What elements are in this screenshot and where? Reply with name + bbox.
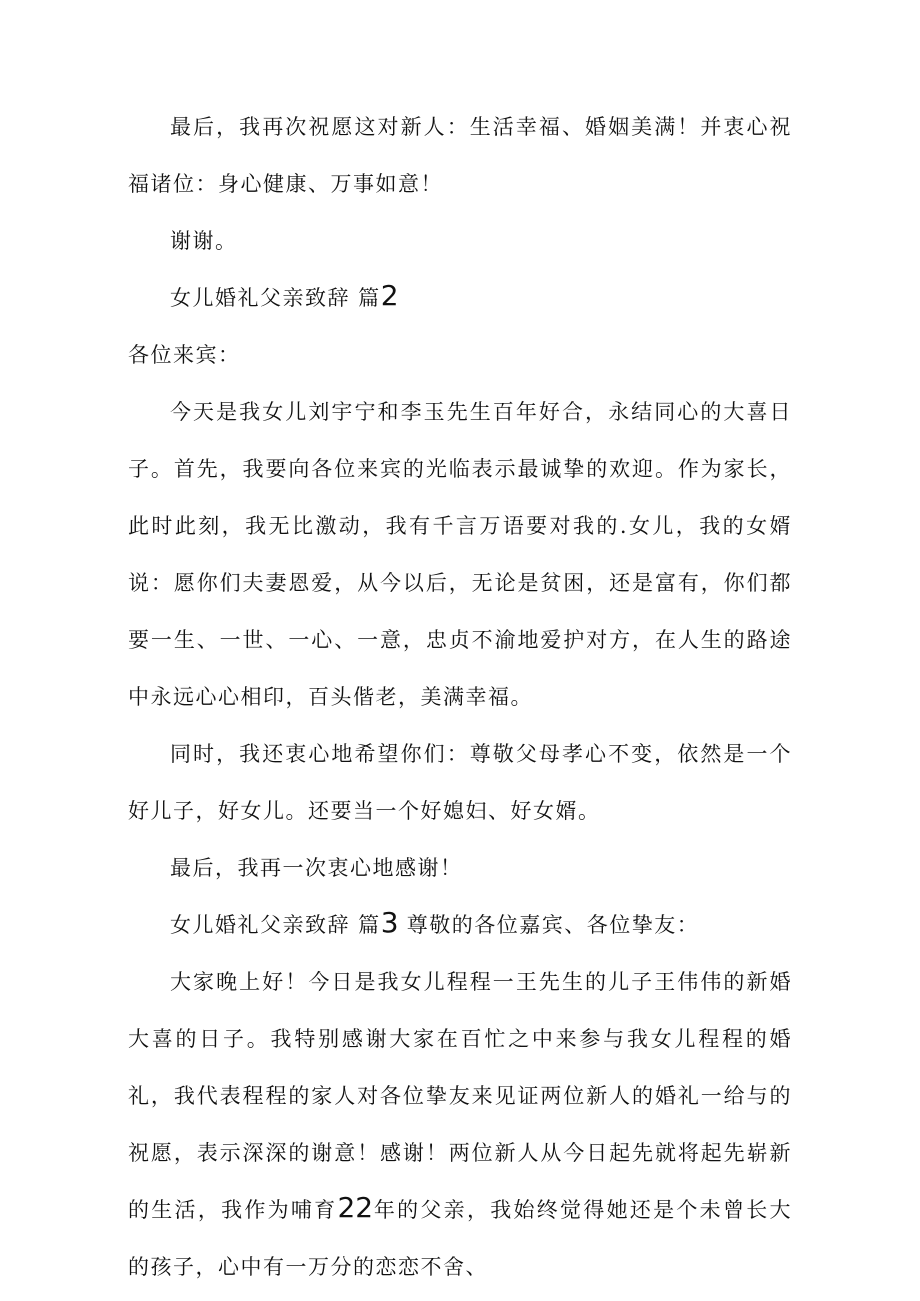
paragraph-final-thanks: 最后，我再一次衷心地感谢！ bbox=[170, 856, 463, 880]
paragraph-thanks: 谢谢。 bbox=[170, 229, 238, 253]
paragraph-speech-body-1: 今天是我女儿刘宇宁和李玉先生百年好合，永结同心的大喜日子。首先，我要向各位来宾的光临表示最诚挚的欢迎。作为家长，此时此刻，我无比激动，我有千言万语要对我的.女儿，我的女婿说：愿你们夫妻恩爱，从今以后，无论是贫困，还是富有，你们都要一生、一世、一心、一意，忠贞不渝地爱护对方，在人生的路途中永远心心相印，百头偕老，美满幸福。 bbox=[128, 400, 792, 709]
paragraph-heading-part2: 女儿婚礼父亲致辞 篇2 bbox=[170, 279, 399, 312]
paragraph-heading-part3: 女儿婚礼父亲致辞 篇3 尊敬的各位嘉宾、各位挚友： bbox=[170, 906, 700, 939]
paragraph-speech-body-3: 大家晚上好！今日是我女儿程程一王先生的儿子王伟伟的新婚大喜的日子。我特别感谢大家在百忙之中来参与我女儿程程的婚礼，我代表程程的家人对各位挚友来见证两位新人的婚礼一给与的祝愿，表示深深的谢意！感谢！两位新人从今日起先就将起先崭新的生活，我作为哺育22年的父亲，我始终觉得她还是个未曾长大的孩子，心中有一万分的恋恋不舍、 bbox=[128, 970, 792, 1279]
paragraph-closing-wish: 最后，我再次祝愿这对新人：生活幸福、婚姻美满！并衷心祝福诸位：身心健康、万事如意！ bbox=[128, 115, 792, 196]
paragraph-salutation: 各位来宾： bbox=[128, 343, 241, 367]
document-body bbox=[128, 99, 792, 1296]
paragraph-speech-body-2: 同时，我还衷心地希望你们：尊敬父母孝心不变，依然是一个好儿子，好女儿。还要当一个好媳妇、好女婿。 bbox=[128, 742, 792, 823]
